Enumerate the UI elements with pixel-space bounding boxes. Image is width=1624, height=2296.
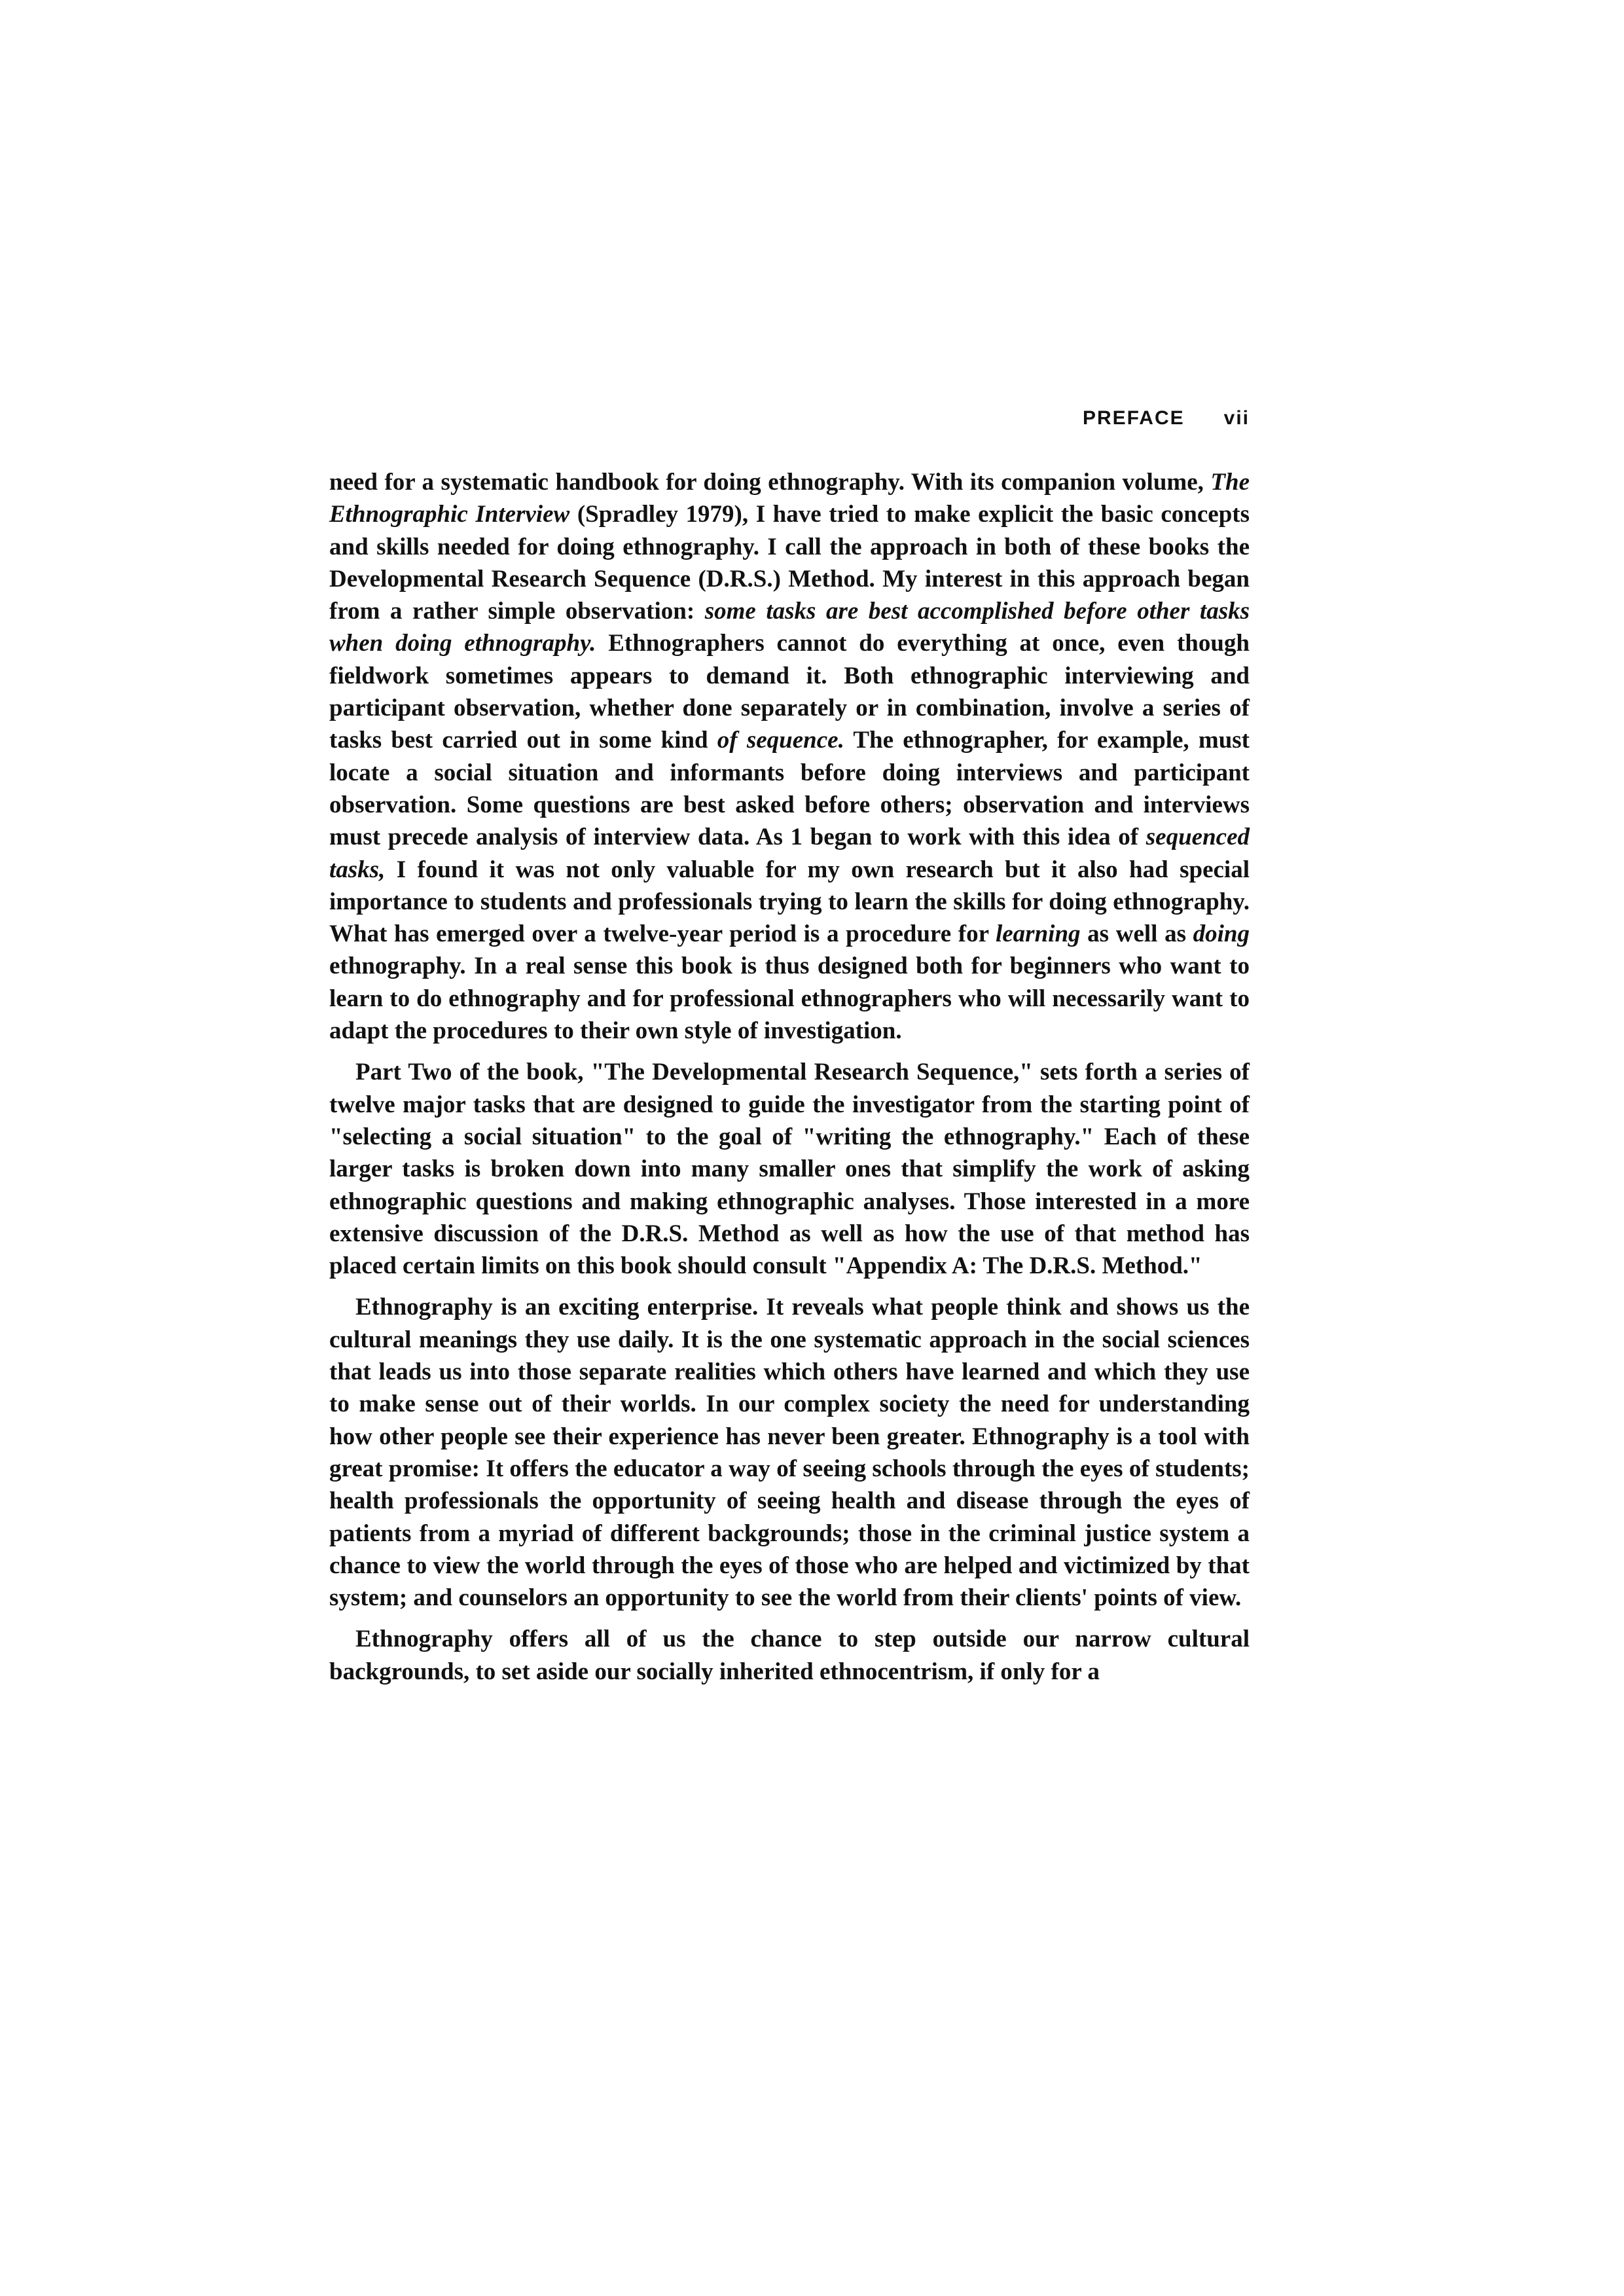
running-head-title: PREFACE xyxy=(1082,407,1185,429)
italic-text: The Ethnographic Interview xyxy=(329,469,1250,528)
italic-text: sequenced tasks, xyxy=(329,824,1250,883)
italic-text: of sequence. xyxy=(717,727,844,754)
text-run: Ethnography is an exciting enterprise. It reveals what people think and shows us the cultural meanings they use daily. It is the one systematic approach in the social sciences that leads us into those separate realities which others have learned and which they use to make sense out of their worlds. In our complex society the need for understanding how other people see their experience has never been greater. Ethnography is a tool with great promise: It offers the educator a way of seeing schools through the eyes of students; health professionals the opportunity of seeing health and disease through the eyes of patients from a myriad of different backgrounds; those in the criminal justice system a chance to view the world through the eyes of those who are helped and victimized by that system; and counselors an opportunity to see the world from their clients' points of view. xyxy=(329,1294,1250,1612)
text-run: ethnography. In a real sense this book is thus designed both for beginners who want to learn to do ethnography and for professional ethnographers who will necessarily want to adapt the procedures to their own style of investigation. xyxy=(329,953,1250,1045)
text-run: (Spradley 1979), I have tried to make explicit the basic concepts and skills needed for doing ethnography. I call the approach in both of these books the Developmental Research Sequence (D.R.S.) Method. My interest in this approach began from a rather simple observation: xyxy=(329,501,1250,625)
text-run: Ethnography offers all of us the chance to step outside our narrow cultural backgrounds, to set aside our socially inherited ethnocentrism, if only for a xyxy=(329,1626,1250,1685)
text-run: The ethnographer, for example, must locate a social situation and informants before doing interviews and participant observation. Some questions are best asked before others; observation and interviews must precede analysis of interview data. As 1 began to work with this idea of xyxy=(329,727,1250,851)
text-run: as well as xyxy=(1080,920,1193,948)
italic-text: some tasks are best accomplished before other tasks when doing ethnography. xyxy=(329,598,1250,657)
italic-text: doing xyxy=(1193,920,1250,948)
running-head xyxy=(1083,407,1250,429)
text-run: Ethnographers cannot do everything at once, even though fieldwork sometimes appears to demand it. Both ethnographic interviewing and participant observation, whether done separately or in combination, involve a series of tasks best carried out in some kind xyxy=(329,630,1250,754)
text-run: I found it was not only valuable for my own research but it also had special importance to students and professionals trying to learn the skills for doing ethnography. What has emerged over a twelve-year period is a procedure for xyxy=(329,856,1250,948)
paragraph xyxy=(329,1623,1250,1688)
italic-text: learning xyxy=(995,920,1081,948)
paragraph xyxy=(329,1056,1250,1282)
paragraph xyxy=(329,466,1250,1047)
page-number: vii xyxy=(1223,407,1250,429)
text-run: Part Two of the book, "The Developmental Research Sequence," sets forth a series of twelve major tasks that are designed to guide the investigator from the starting point of "selecting a social situation" to the goal of "writing the ethnography." Each of these larger tasks is broken down into many smaller ones that simplify the work of asking ethnographic questions and making ethnographic analyses. Those interested in a more extensive discussion of the D.R.S. Method as well as how the use of that method has placed certain limits on this book should consult "Appendix A: The D.R.S. Method." xyxy=(329,1059,1250,1280)
body-text xyxy=(329,466,1250,1697)
paragraph xyxy=(329,1291,1250,1614)
text-run: need for a systematic handbook for doing ethnography. With its companion volume, xyxy=(329,469,1211,496)
